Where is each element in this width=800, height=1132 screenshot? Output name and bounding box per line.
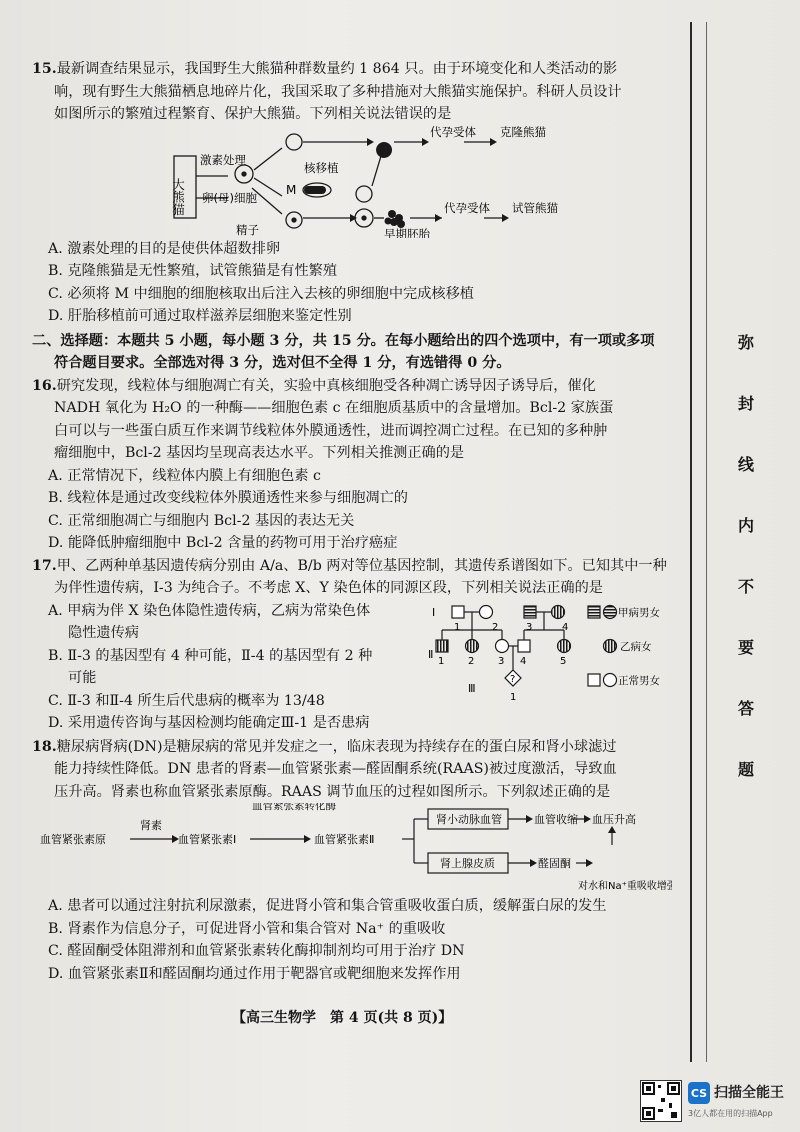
option-c: C. 必须将 M 中细胞的细胞核取出后注入去核的卵细胞中完成核移植 bbox=[48, 285, 474, 302]
binding-char: 封 bbox=[737, 394, 754, 413]
camscanner-tagline: 3亿人都在用的扫描App bbox=[688, 1109, 773, 1118]
binding-char: 不 bbox=[737, 577, 754, 596]
surrogate-label-1: 代孕受体 bbox=[430, 125, 476, 139]
renin-label: 肾素 bbox=[140, 819, 162, 832]
qr-code-icon bbox=[640, 1080, 682, 1122]
ped-unknown: ? bbox=[510, 673, 516, 685]
section-instruction: 符合题目要求。全部选对得 3 分，选对但不全得 1 分，有选错得 0 分。 bbox=[54, 355, 511, 371]
gen-3-label: Ⅲ bbox=[468, 681, 476, 695]
question-number: 18. bbox=[32, 738, 57, 755]
ped-ii3: 3 bbox=[498, 655, 505, 667]
question-15 bbox=[32, 58, 672, 328]
panda-breeding-svg bbox=[32, 126, 672, 238]
option-d: D. 能降低肿瘤细胞中 Bcl-2 含量的药物可用于治疗癌症 bbox=[48, 535, 398, 551]
section-2-header bbox=[32, 330, 672, 375]
reabsorb-label: 对水和Na⁺重吸收增强 bbox=[578, 881, 672, 892]
aldosterone-label: 醛固酮 bbox=[538, 857, 571, 870]
question-stem-line: 糖尿病肾病(DN)是糖尿病的常见并发症之一，临床表现为持续存在的蛋白尿和肾小球滤过 bbox=[56, 738, 617, 755]
binding-char: 要 bbox=[737, 638, 754, 657]
arteriole-label: 肾小动脉血管 bbox=[436, 813, 502, 826]
option-b: B. 肾素作为信息分子，可促进肾小管和集合管对 Na⁺ 的重吸收 bbox=[48, 920, 446, 937]
binding-char: 弥 bbox=[737, 333, 754, 352]
legend-normal: 正常男女 bbox=[618, 674, 660, 687]
adrenal-label: 肾上腺皮质 bbox=[440, 857, 495, 870]
option-d: D. 血管紧张素Ⅱ和醛固酮均通过作用于靶器官或靶细胞来发挥作用 bbox=[48, 965, 461, 982]
option-d: D. 采用遗传咨询与基因检测均能确定Ⅲ-1 是否患病 bbox=[48, 715, 370, 731]
clone-panda-label: 克隆熊猫 bbox=[500, 125, 546, 139]
vasoconstriction-label: 血管收缩 bbox=[534, 813, 578, 826]
sperm-label: 精子 bbox=[236, 222, 259, 237]
tube-panda-label: 试管熊猫 bbox=[512, 200, 558, 215]
question-stem-line: 最新调查结果显示，我国野生大熊猫种群数量约 1 864 只。由于环境变化和人类活动的影 bbox=[56, 61, 618, 77]
m-label: M bbox=[286, 182, 297, 197]
bp-up-label: 血压升高 bbox=[592, 813, 636, 826]
option-b: B. Ⅱ-3 的基因型有 4 种可能，Ⅱ-4 的基因型有 2 种 bbox=[48, 647, 373, 664]
surrogate-label-2: 代孕受体 bbox=[444, 200, 490, 215]
option-a: A. 正常情况下，线粒体内膜上有细胞色素 c bbox=[48, 467, 321, 484]
angiotensinogen-label: 血管紧张素原 bbox=[40, 833, 106, 846]
binding-notice bbox=[734, 330, 758, 780]
option-a: A. 患者可以通过注射抗利尿激素，促进肾小管和集合管重吸收蛋白质，缓解蛋白尿的发生 bbox=[48, 898, 607, 914]
question-stem-line: 瘤细胞中，Bcl-2 基因均呈现高表达水平。下列相关推测正确的是 bbox=[54, 445, 465, 461]
option-c: C. 正常细胞凋亡与细胞内 Bcl-2 基因的表达无关 bbox=[48, 512, 355, 529]
question-stem-line: 白可以与一些蛋白质互作来调节线粒体外膜通透性，进而调控凋亡过程。在已知的多种肿 bbox=[54, 422, 608, 439]
option-a: A. 甲病为伴 X 染色体隐性遗传病，乙病为常染色体 bbox=[48, 602, 371, 619]
option-c: C. 醛固酮受体阻滞剂和血管紧张素转化酶抑制剂均可用于治疗 DN bbox=[48, 943, 465, 959]
option-d: D. 肝胎移植前可通过取样滋养层细胞来鉴定性别 bbox=[48, 308, 352, 324]
question-number: 16. bbox=[32, 377, 57, 394]
option-b: B. 克隆熊猫是无性繁殖，试管熊猫是有性繁殖 bbox=[48, 263, 338, 279]
ped-n4: 4 bbox=[562, 621, 569, 633]
option-a-cont: 隐性遗传病 bbox=[68, 625, 139, 641]
gen-2-label: Ⅱ bbox=[428, 647, 434, 661]
question-number: 17. bbox=[32, 557, 57, 574]
option-a: A. 激素处理的目的是使供体超数排卵 bbox=[48, 240, 281, 257]
question-stem-line: 响，现有野生大熊猫栖息地碎片化，我国采取了多种措施对大熊猫实施保护。科研人员设计 bbox=[54, 83, 622, 100]
ped-ii2: 2 bbox=[468, 655, 475, 667]
ped-n3: 3 bbox=[526, 621, 533, 633]
raas-diagram bbox=[32, 803, 672, 895]
question-stem-line: 研究发现，线粒体与细胞凋亡有关，实验中真核细胞受各种凋亡诱导因子诱导后，催化 bbox=[56, 377, 596, 394]
question-stem-line: 能力持续性降低。DN 患者的肾素—血管紧张素—醛固酮系统(RAAS)被过度激活，导致血 bbox=[54, 761, 617, 777]
option-b-cont: 可能 bbox=[68, 670, 97, 686]
legend-jia: 甲病男女 bbox=[618, 606, 660, 619]
ped-n2: 2 bbox=[492, 621, 499, 633]
question-stem-line: 压升高。肾素也称血管紧张素原酶。RAAS 调节血压的过程如图所示。下列叙述正确的是 bbox=[54, 783, 611, 800]
gen-1-label: I bbox=[432, 605, 436, 619]
panda-breeding-diagram bbox=[32, 126, 672, 238]
early-embryo-label: 早期胚胎 bbox=[384, 226, 430, 238]
section-instruction: 二、选择题：本题共 5 小题，每小题 3 分，共 15 分。在每小题给出的四个选项中，有一项或多项 bbox=[32, 332, 655, 349]
option-b: B. 线粒体是通过改变线粒体外膜通透性来参与细胞凋亡的 bbox=[48, 490, 408, 506]
raas-svg bbox=[32, 803, 672, 895]
hormone-label: 激素处理 bbox=[200, 152, 246, 167]
page-footer: 【高三生物学 第 4 页(共 8 页)】 bbox=[232, 1010, 453, 1026]
binding-char: 内 bbox=[737, 516, 754, 535]
binding-char: 答 bbox=[737, 699, 754, 718]
question-stem-line: 如图所示的繁殖过程繁育、保护大熊猫。下列相关说法错误的是 bbox=[54, 106, 452, 122]
ped-iii1: 1 bbox=[510, 691, 517, 703]
question-stem-line: 甲、乙两种单基因遗传病分别由 A/a、B/b 两对等位基因控制，其遗传系谱图如下。已知其中一种 bbox=[56, 557, 667, 574]
legend-yi: 乙病女 bbox=[620, 640, 652, 653]
ang1-label: 血管紧张素Ⅰ bbox=[178, 833, 237, 846]
ang2-label: 血管紧张素Ⅱ bbox=[314, 833, 375, 846]
binding-line-thin bbox=[706, 22, 707, 1062]
q17-body bbox=[32, 600, 672, 736]
binding-char: 题 bbox=[737, 760, 754, 779]
question-number: 15. bbox=[32, 61, 57, 77]
camscanner-name: 扫描全能王 bbox=[714, 1085, 784, 1101]
question-18 bbox=[32, 736, 672, 986]
nucleus-transfer-label: 核移植 bbox=[304, 160, 339, 175]
panda-label: 大熊猫 bbox=[170, 177, 186, 215]
option-c: C. Ⅱ-3 和Ⅱ-4 所生后代患病的概率为 13/48 bbox=[48, 692, 325, 709]
ped-ii1: 1 bbox=[438, 655, 445, 667]
camscanner-logo-icon: CS bbox=[688, 1082, 710, 1104]
question-stem-line: NADH 氧化为 H₂O 的一种酶——细胞色素 c 在细胞质基质中的含量增加。Bcl-2 家族蛋 bbox=[54, 400, 614, 416]
binding-line bbox=[690, 22, 692, 1062]
ped-ii5: 5 bbox=[560, 655, 567, 667]
question-16 bbox=[32, 375, 672, 555]
ped-n1: 1 bbox=[454, 621, 461, 633]
ace-label: 血管紧张素转化酶 bbox=[252, 803, 336, 812]
pedigree-chart bbox=[428, 600, 674, 718]
binding-char: 线 bbox=[737, 455, 754, 474]
egg-label: 卵(母)细胞 bbox=[202, 190, 257, 205]
question-17 bbox=[32, 555, 672, 736]
question-stem-line: 为伴性遗传病，I-3 为纯合子。不考虑 X、Y 染色体的同源区段，下列相关说法正确的是 bbox=[54, 580, 603, 596]
ped-ii4: 4 bbox=[520, 655, 527, 667]
exam-content bbox=[32, 58, 672, 985]
